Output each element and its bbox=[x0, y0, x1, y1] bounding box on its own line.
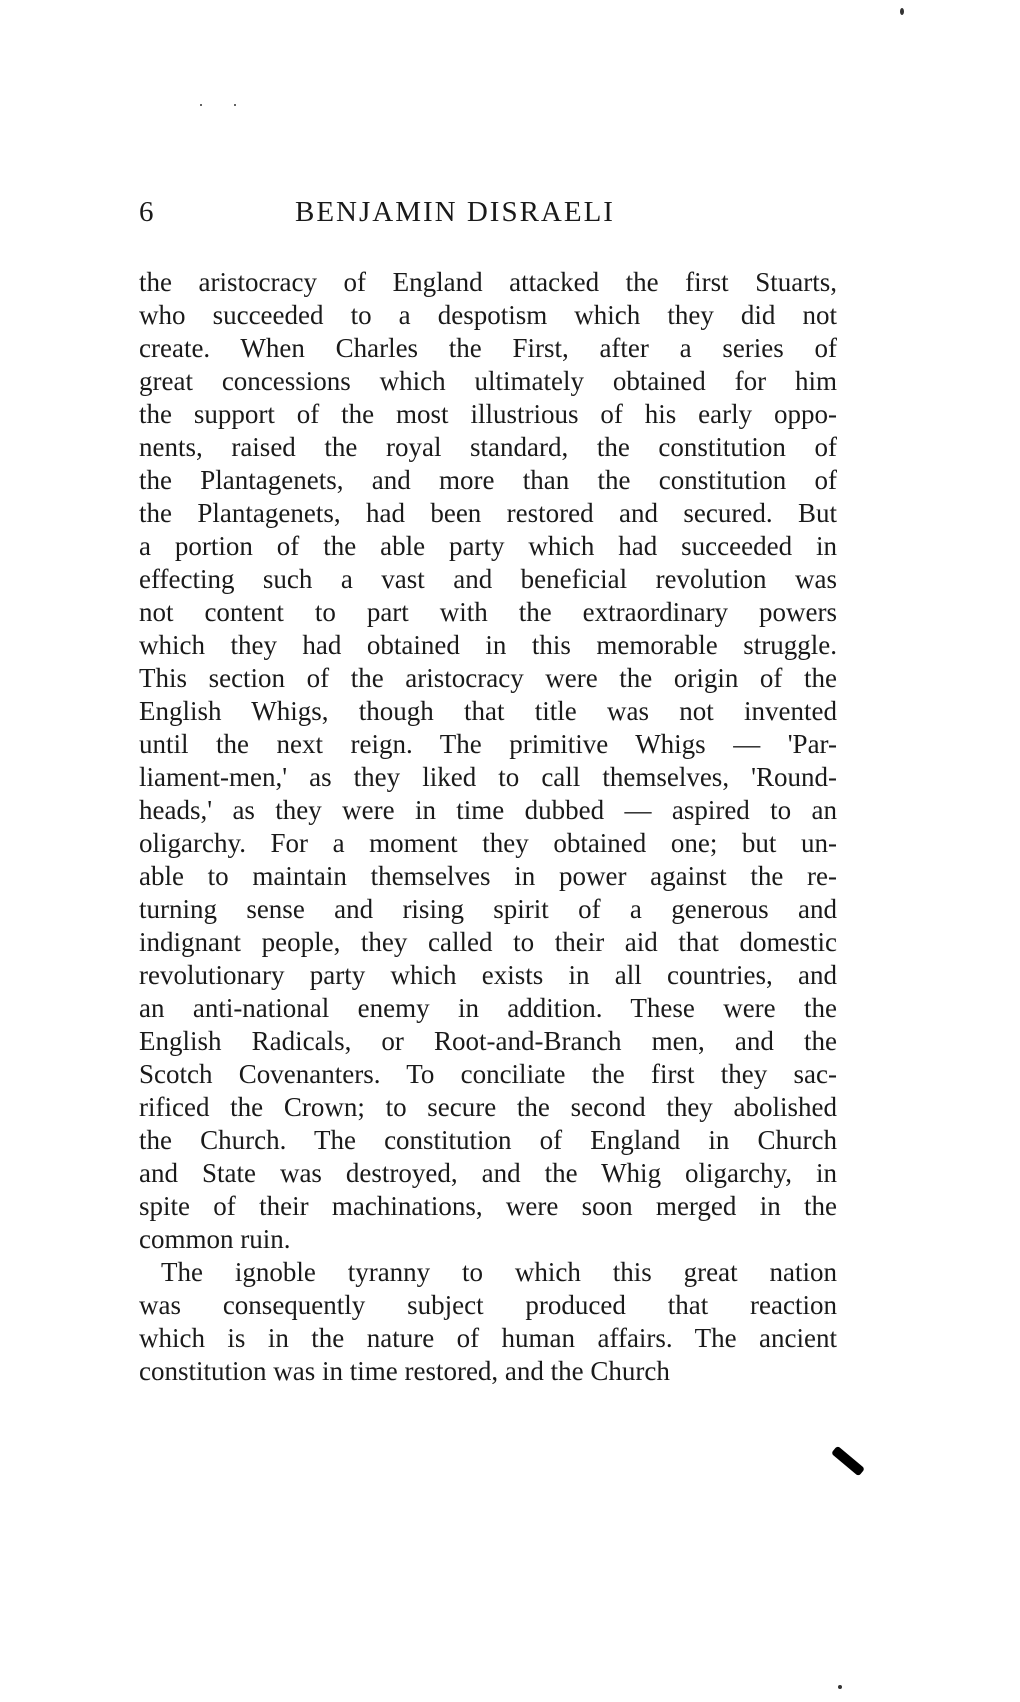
text-line: turning sense and rising spirit of a generous and bbox=[139, 894, 837, 924]
text-line: revolutionary party which exists in all countries, and bbox=[139, 960, 837, 990]
text-line: This section of the aristocracy were the origin of the bbox=[139, 663, 837, 693]
text-line: the support of the most illustrious of his early oppo- bbox=[139, 399, 837, 429]
text-line: rificed the Crown; to secure the second they abolished bbox=[139, 1092, 837, 1122]
scan-speck bbox=[900, 8, 904, 15]
page-body-text bbox=[139, 266, 837, 1388]
text-line: nents, raised the royal standard, the constitution of bbox=[139, 432, 837, 462]
text-line: indignant people, they called to their aid that domestic bbox=[139, 927, 837, 957]
scan-speck bbox=[838, 1685, 842, 1689]
text-line: able to maintain themselves in power against the re- bbox=[139, 861, 837, 891]
text-line: which is in the nature of human affairs. The ancient bbox=[139, 1323, 837, 1353]
text-line: common ruin. bbox=[139, 1224, 291, 1254]
text-line: liament-men,' as they liked to call themselves, 'Round- bbox=[139, 762, 837, 792]
text-line: English Whigs, though that title was not invented bbox=[139, 696, 837, 726]
text-line: spite of their machinations, were soon merged in the bbox=[139, 1191, 837, 1221]
text-line: which they had obtained in this memorable struggle. bbox=[139, 630, 837, 660]
text-line: heads,' as they were in time dubbed — aspired to an bbox=[139, 795, 837, 825]
text-line: and State was destroyed, and the Whig oligarchy, in bbox=[139, 1158, 837, 1188]
text-line: Scotch Covenanters. To conciliate the first they sac- bbox=[139, 1059, 837, 1089]
text-line: create. When Charles the First, after a series of bbox=[139, 333, 837, 363]
text-line: not content to part with the extraordinary powers bbox=[139, 597, 837, 627]
text-line: a portion of the able party which had succeeded in bbox=[139, 531, 837, 561]
running-header bbox=[139, 196, 839, 236]
text-line: great concessions which ultimately obtained for him bbox=[139, 366, 837, 396]
scan-speck bbox=[200, 104, 202, 106]
text-line: The ignoble tyranny to which this great nation bbox=[161, 1257, 837, 1287]
page-number: 6 bbox=[139, 196, 154, 228]
text-line: the Church. The constitution of England in Church bbox=[139, 1125, 837, 1155]
text-line: the Plantagenets, had been restored and secured. But bbox=[139, 498, 837, 528]
scan-speck bbox=[234, 104, 236, 106]
text-line: English Radicals, or Root-and-Branch men, and the bbox=[139, 1026, 837, 1056]
text-line: the aristocracy of England attacked the first Stuarts, bbox=[139, 267, 837, 297]
text-line: an anti-national enemy in addition. These were the bbox=[139, 993, 837, 1023]
text-line: was consequently subject produced that reaction bbox=[139, 1290, 837, 1320]
text-line: oligarchy. For a moment they obtained one; but un- bbox=[139, 828, 837, 858]
text-line: until the next reign. The primitive Whigs — 'Par- bbox=[139, 729, 837, 759]
text-line: the Plantagenets, and more than the constitution of bbox=[139, 465, 837, 495]
text-line: who succeeded to a despotism which they did not bbox=[139, 300, 837, 330]
scan-ink-mark bbox=[831, 1446, 865, 1477]
text-line: effecting such a vast and beneficial revolution was bbox=[139, 564, 837, 594]
running-title: BENJAMIN DISRAELI bbox=[295, 196, 615, 228]
text-line: constitution was in time restored, and the Church bbox=[139, 1356, 670, 1386]
